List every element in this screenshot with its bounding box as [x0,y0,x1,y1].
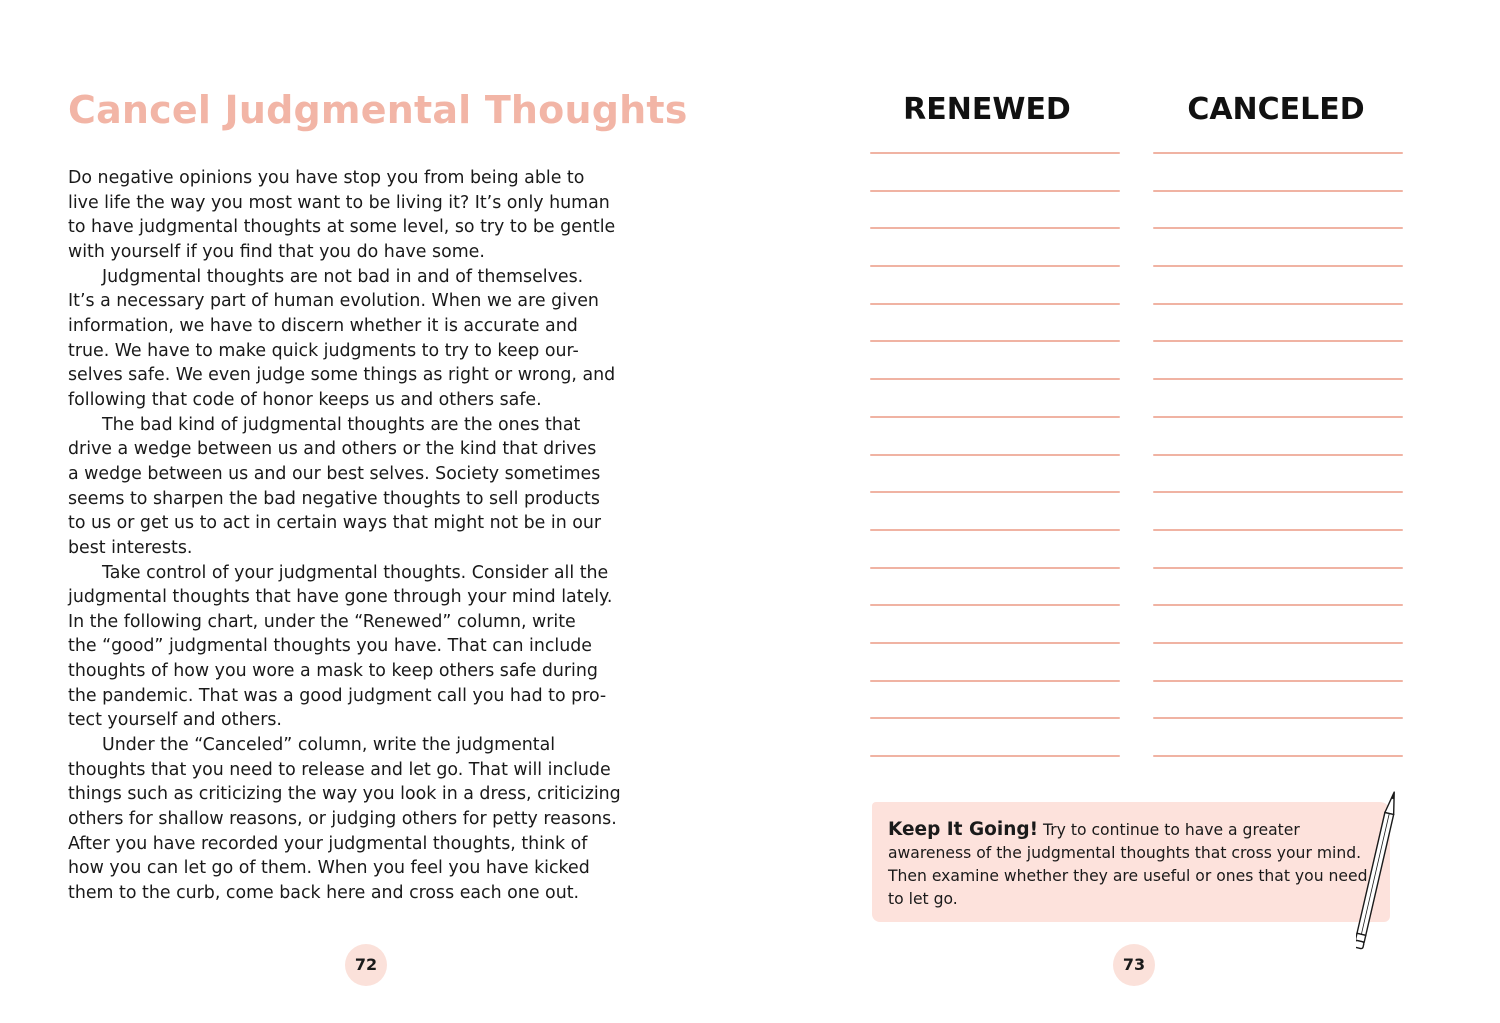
body-line: them to the curb, come back here and cross each one out. [68,883,580,904]
body-line: The bad kind of judgmental thoughts are the ones that [102,414,581,435]
body-line: Under the “Canceled” column, write the judgmental [102,735,556,756]
body-line: following that code of honor keeps us and others safe. [68,389,542,410]
canceled-write-line[interactable] [1153,454,1403,456]
body-line: Do negative opinions you have stop you from being able to [68,168,585,188]
body-line: Judgmental thoughts are not bad in and of themselves. [102,266,584,287]
body-line: a wedge between us and our best selves. Society sometimes [68,463,601,484]
callout-lead: Keep It Going! [888,819,1039,840]
body-line: seems to sharpen the bad negative thoughts to sell products [68,488,600,509]
renewed-write-line[interactable] [870,454,1120,456]
canceled-write-line[interactable] [1153,491,1403,493]
callout-line: awareness of the judgmental thoughts that cross your mind. [888,844,1362,862]
body-line: thoughts that you need to release and let go. That will include [68,759,611,780]
renewed-write-line[interactable] [870,378,1120,380]
column-heading-canceled: CANCELED [1187,92,1365,127]
body-text [68,166,668,906]
canceled-write-line[interactable] [1153,416,1403,418]
body-line: live life the way you most want to be living it? It’s only human [68,192,610,213]
renewed-write-line[interactable] [870,680,1120,682]
renewed-write-line[interactable] [870,227,1120,229]
renewed-write-line[interactable] [870,416,1120,418]
renewed-write-line[interactable] [870,604,1120,606]
body-line: In the following chart, under the “Renewed” column, write [68,611,576,632]
renewed-column-lines[interactable] [870,152,1120,793]
renewed-write-line[interactable] [870,755,1120,757]
body-line: information, we have to discern whether it is accurate and [68,315,578,336]
renewed-write-line[interactable] [870,265,1120,267]
renewed-write-line[interactable] [870,152,1120,154]
body-line: best interests. [68,537,193,558]
body-line: the “good” judgmental thoughts you have. That can include [68,636,593,657]
body-line: thoughts of how you wore a mask to keep others safe during [68,661,598,682]
renewed-write-line[interactable] [870,303,1120,305]
callout-text [888,818,1378,911]
renewed-write-line[interactable] [870,190,1120,192]
canceled-write-line[interactable] [1153,227,1403,229]
renewed-write-line[interactable] [870,340,1120,342]
body-line: true. We have to make quick judgments to try to keep our- [68,340,579,361]
callout-line: to let go. [888,890,958,908]
body-line: It’s a necessary part of human evolution. When we are given [68,291,599,312]
right-page [750,0,1500,1023]
keep-it-going-callout [872,802,1390,922]
body-line: how you can let go of them. When you feel you have kicked [68,858,590,879]
renewed-write-line[interactable] [870,529,1120,531]
body-line: tect yourself and others. [68,710,282,731]
body-line: judgmental thoughts that have gone through your mind lately. [68,587,613,608]
body-line: Take control of your judgmental thoughts. Consider all the [102,562,609,583]
canceled-write-line[interactable] [1153,378,1403,380]
renewed-write-line[interactable] [870,642,1120,644]
body-line: selves safe. We even judge some things as right or wrong, and [68,365,616,386]
body-line: things such as criticizing the way you look in a dress, criticizing [68,784,621,805]
canceled-write-line[interactable] [1153,529,1403,531]
pencil-icon [1356,788,1396,954]
page-number-right: 73 [1113,944,1155,986]
canceled-write-line[interactable] [1153,567,1403,569]
canceled-write-line[interactable] [1153,190,1403,192]
callout-line: Then examine whether they are useful or ones that you need [888,867,1368,885]
canceled-write-line[interactable] [1153,152,1403,154]
callout-line-text: Try to continue to have a greater [1043,821,1300,839]
canceled-write-line[interactable] [1153,642,1403,644]
canceled-write-line[interactable] [1153,265,1403,267]
canceled-write-line[interactable] [1153,755,1403,757]
canceled-write-line[interactable] [1153,680,1403,682]
body-line: with yourself if you find that you do have some. [68,241,485,262]
body-line: to us or get us to act in certain ways that might not be in our [68,513,602,534]
renewed-write-line[interactable] [870,717,1120,719]
body-line: After you have recorded your judgmental thoughts, think of [68,833,588,854]
canceled-write-line[interactable] [1153,604,1403,606]
canceled-write-line[interactable] [1153,303,1403,305]
body-line: the pandemic. That was a good judgment call you had to pro- [68,685,607,706]
canceled-write-line[interactable] [1153,340,1403,342]
renewed-write-line[interactable] [870,567,1120,569]
canceled-column-lines[interactable] [1153,152,1403,793]
callout-line [888,818,1378,842]
body-line: drive a wedge between us and others or the kind that drives [68,439,597,460]
renewed-write-line[interactable] [870,491,1120,493]
page-number-left: 72 [345,944,387,986]
body-line: to have judgmental thoughts at some level, so try to be gentle [68,217,616,238]
column-heading-renewed: RENEWED [903,92,1071,127]
body-line: others for shallow reasons, or judging others for petty reasons. [68,809,617,830]
canceled-write-line[interactable] [1153,717,1403,719]
page-title: Cancel Judgmental Thoughts [68,88,688,132]
